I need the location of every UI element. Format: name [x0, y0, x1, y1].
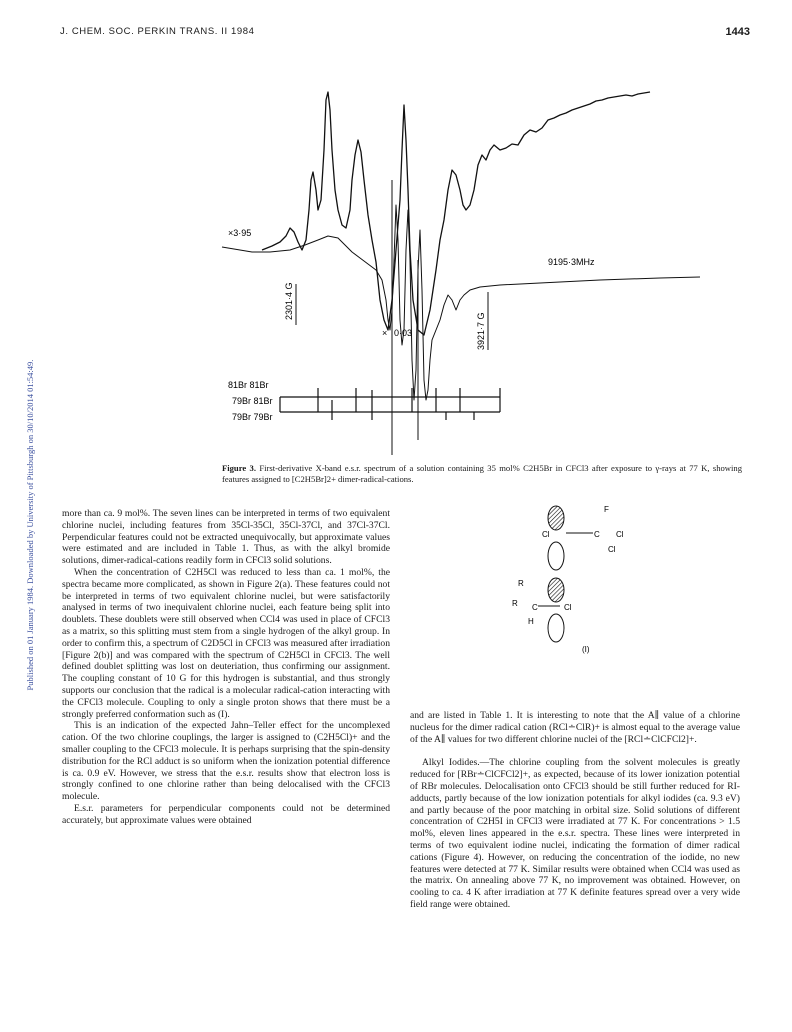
left-paragraph-3: This is an indication of the expected Jahn–Teller effect for the uncomplexed cation. Of the two chlorine couplings, the larger is assigned to (C2H5Cl)+ and the smaller coupling to the CFCl3 molecule. It is perhaps surprising that the spin-density distribution for the RCl adduct is so uniform when the ionization potential difference is ca. 0.9 eV. However, we stress that the e.s.r. results show that electron loss is strongly confined to one chlorine rather than being delocalised with the CFCl3 molecule.	[62, 720, 390, 803]
field-marker-1: 2301·4 G	[284, 282, 294, 320]
right-paragraph-2: Alkyl Iodides.—The chlorine coupling from the solvent molecules is greatly reduced for [RBr∸ClCFCl2]+, as expected, because of its lower ionization potential of RBr molecules. Delocalisation onto CFCl3 should be still further reduced for RI-adducts, partly because of the low ionization potentials for alkyl iodides (ca. 9.3 eV) and partly because of the poor matching in orbital size. Solid solutions of different concentration of C2H5I in CFCl3 were irradiated at 77 K. For concentrations > 1.5 mol%, eleven lines appeared in the e.s.r. spectra. These lines were interpreted in terms of two equivalent iodine nuclei, indicating the formation of dimer radical cations (Figure 4). However, on reducing the concentration of the iodide, no new features were detected at 77 K. Similar results were obtained when CCl4 was used as the matrix. On annealing above 77 K, no improvement was obtained. However, on cooling to ca. 4 K after irradiation at 77 K definite features spread over a very wide field range were obtained.	[410, 757, 740, 910]
atom-c-2: C	[532, 603, 538, 612]
atom-cl-1: Cl	[542, 530, 550, 539]
amplified-trace	[262, 92, 650, 335]
atom-f: F	[604, 505, 609, 514]
atom-r-1: R	[518, 579, 524, 588]
isotope-label-79-79: 79Br 79Br	[232, 412, 273, 422]
esr-spectrum-figure	[0, 0, 792, 470]
atom-cl-3: Cl	[608, 545, 616, 554]
right-column	[410, 710, 740, 911]
caption-text: First-derivative X-band e.s.r. spectrum of a solution containing 35 mol% C2H5Br in CFCl3 after exposure to γ-rays at 77 K, showing features assigned to [C2H5Br]2+ dimer-radical-cations.	[222, 463, 742, 484]
caption-label: Figure 3.	[222, 463, 256, 473]
figure-caption	[222, 463, 742, 485]
atom-cl-2: Cl	[616, 530, 624, 539]
gain-label-x: ×	[382, 328, 388, 338]
left-paragraph-2: When the concentration of C2H5Cl was reduced to less than ca. 1 mol%, the spectra became more complicated, as shown in Figure 2(a). These features could not be interpreted in terms of two equivalent chlorine nuclei, but were satisfactorily analysed in terms of two inequivalent chlorine nuclei, each feature being split into doublets. These doublets were still observed when CCl4 was used in place of CFCl3 as a matrix, so this splitting must stem from a single hydrogen of the alkyl group. In order to confirm this, a spectrum of C2D5Cl in CFCl3 was measured after irradiation [Figure 2(b)] and was compared with the spectrum of C2H5Cl in CFCl3. The well defined doublet splitting was lost on deuteriation, thus confirming our assignment. The coupling constant of 10 G for this hydrogen is substantial, and thus strongly supports our conclusion that the radical is a molecular radical-cation interacting with the CFCl3 molecule. Coupling to only a single proton shows that there must be a strongly preferred conformation such as (I).	[62, 566, 390, 720]
atom-c-1: C	[594, 530, 600, 539]
frequency-label: 9195·3MHz	[548, 257, 595, 267]
structure-diagram	[508, 500, 638, 660]
isotope-label-79-81: 79Br 81Br	[232, 396, 273, 406]
left-column	[62, 508, 390, 827]
left-paragraph-1: more than ca. 9 mol%. The seven lines can be interpreted in terms of two equivalent chlorine nuclei, including features from 35Cl-35Cl, 35Cl-37Cl, and 37Cl-37Cl. Perpendicular features could not be extracted unequivocally, but approximate values were estimated and are included in Table 1. Thus, as with the alkyl bromide solutions, dimer-radical-cations readily form in CFCl3 solid solutions.	[62, 508, 390, 567]
structure-label: (I)	[582, 645, 590, 654]
atom-cl-4: Cl	[564, 603, 572, 612]
atom-h: H	[528, 617, 534, 626]
download-note: Published on 01 January 1984. Downloaded by University of Pittsburgh on 30/10/2014 01:54:49.	[25, 359, 35, 691]
right-paragraph-1: and are listed in Table 1. It is interesting to note that the A∥ value of a chlorine nucleus for the dimer radical cation (RCl∸ClR)+ is almost equal to the average value of the A∥ values for two different chlorine nuclei of the [RCl∸ClCFCl2]+.	[410, 710, 740, 745]
journal-header: J. CHEM. SOC. PERKIN TRANS. II 1984	[60, 26, 255, 37]
isotope-label-81-81: 81Br 81Br	[228, 380, 269, 390]
page-number: 1443	[725, 26, 750, 38]
left-paragraph-4: E.s.r. parameters for perpendicular components could not be determined accurately, but approximate values were obtained	[62, 802, 390, 826]
field-marker-2: 3921·7 G	[476, 312, 486, 350]
gain-label-value: 0·03	[394, 328, 413, 338]
gain-label: ×3·95	[228, 228, 252, 238]
atom-r-2: R	[512, 599, 518, 608]
